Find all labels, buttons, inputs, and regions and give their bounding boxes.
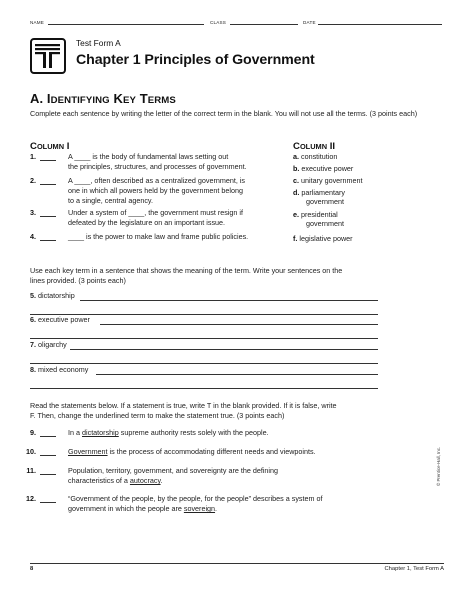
- item-text: [68, 494, 428, 514]
- col-cap: C: [293, 141, 300, 152]
- sentence-item: [30, 340, 67, 350]
- statement-text: is the process of accommodating different needs and viewpoints.: [107, 447, 316, 456]
- term-item: [293, 152, 337, 161]
- test-form-label: Test Form A: [76, 38, 121, 48]
- term-text: parliamentary: [301, 188, 345, 197]
- sentence-item: [30, 365, 88, 375]
- class-label: CLASS: [210, 20, 227, 25]
- answer-line[interactable]: [30, 388, 378, 389]
- key-term: mixed economy: [38, 365, 89, 374]
- term-letter: d.: [293, 188, 300, 197]
- title-cap: K: [113, 91, 123, 106]
- item-number: 10.: [26, 447, 36, 456]
- answer-blank[interactable]: [40, 447, 56, 456]
- statement-text: Population, territory, government, and sovereignty are the defining: [68, 466, 279, 475]
- term-letter: e.: [293, 210, 299, 219]
- copyright-notice: © Prentice-Hall, Inc.: [436, 446, 441, 486]
- item-line: the principles, structures, and processes of government.: [68, 162, 247, 171]
- title-rest: DENTIFYING: [50, 95, 110, 106]
- term-item: [293, 188, 345, 207]
- answer-blank[interactable]: [40, 428, 56, 437]
- item-text: [68, 152, 298, 172]
- item-line: Under a system of ____, the government must resign if: [68, 208, 243, 217]
- date-label: DATE: [303, 20, 316, 25]
- col-rest: OLUMN: [299, 142, 328, 151]
- page-number: 8: [30, 566, 34, 572]
- answer-blank[interactable]: [40, 232, 56, 241]
- item-text: [68, 447, 428, 457]
- item-number: 12.: [26, 494, 36, 503]
- title-rest: ERMS: [147, 95, 176, 106]
- item-line: to a single, central agency.: [68, 196, 153, 205]
- instruction-line: Use each key term in a sentence that shows the meaning of the term. Write your sentences on the: [30, 266, 343, 275]
- answer-line[interactable]: [96, 374, 378, 375]
- item-line: A ____, often described as a centralized government, is: [68, 176, 245, 185]
- date-field[interactable]: [318, 19, 442, 25]
- term-item: [293, 164, 353, 173]
- statement-text: supreme authority rests solely with the people.: [118, 428, 269, 437]
- item-number: 4.: [30, 232, 36, 241]
- page-title: Chapter 1 Principles of Government: [76, 52, 315, 68]
- test-logo-icon: [30, 38, 66, 74]
- answer-line[interactable]: [30, 363, 378, 364]
- answer-blank[interactable]: [40, 208, 56, 217]
- sentences-instructions: [30, 266, 460, 286]
- term-text: government: [306, 219, 344, 229]
- answer-line[interactable]: [30, 338, 378, 339]
- true-false-instructions: [30, 401, 462, 421]
- name-label: NAME: [30, 20, 45, 25]
- term-text: unitary government: [301, 176, 363, 185]
- col-num: I: [64, 141, 70, 152]
- item-number: 3.: [30, 208, 36, 217]
- term-text: constitution: [301, 152, 338, 161]
- item-text: [68, 208, 298, 228]
- underlined-term: Government: [68, 447, 108, 456]
- underlined-term: dictatorship: [82, 428, 119, 437]
- underlined-term: autocracy: [129, 476, 161, 485]
- instruction-line: Read the statements below. If a statement is true, write T in the blank provided. If it is false, write: [30, 401, 337, 410]
- item-number: 7.: [30, 340, 36, 349]
- col-num: II: [327, 141, 336, 152]
- item-line: defeated by the legislature on an important issue.: [68, 218, 226, 227]
- title-cap: T: [139, 91, 148, 106]
- item-number: 8.: [30, 365, 36, 374]
- title-cap: I: [46, 91, 51, 106]
- item-line: one in which all powers held by the government belong: [68, 186, 244, 195]
- key-term: executive power: [38, 315, 90, 324]
- item-line: A ____ is the body of fundamental laws setting out: [68, 152, 229, 161]
- item-number: 1.: [30, 152, 36, 161]
- statement-text: .: [160, 476, 163, 485]
- item-number: 2.: [30, 176, 36, 185]
- answer-blank[interactable]: [40, 152, 56, 161]
- section-a-instructions: Complete each sentence by writing the letter of the correct term in the blank. You will not use all the terms. (3 points each): [30, 109, 418, 118]
- term-text: legislative power: [299, 234, 353, 243]
- answer-blank[interactable]: [40, 494, 56, 503]
- sentence-item: [30, 315, 90, 325]
- sentence-item: [30, 291, 75, 301]
- answer-line[interactable]: [70, 349, 378, 350]
- item-text: [68, 428, 408, 438]
- section-letter: A.: [30, 91, 44, 106]
- footer-rule: [30, 563, 444, 564]
- answer-line[interactable]: [100, 324, 378, 325]
- title-rest: EY: [122, 95, 136, 106]
- statement-text: In a: [68, 428, 82, 437]
- term-letter: a.: [293, 152, 299, 161]
- answer-blank[interactable]: [40, 466, 56, 475]
- term-letter: f.: [293, 234, 298, 243]
- item-number: 9.: [30, 428, 36, 437]
- term-letter: c.: [293, 176, 299, 185]
- key-term: dictatorship: [38, 291, 75, 300]
- answer-blank[interactable]: [40, 176, 56, 185]
- term-item: [293, 176, 363, 185]
- answer-line[interactable]: [80, 300, 378, 301]
- class-field[interactable]: [230, 19, 298, 25]
- item-number: 6.: [30, 315, 36, 324]
- instruction-line: F. Then, change the underlined term to make the statement true. (3 points each): [30, 411, 285, 420]
- item-number: 11.: [26, 466, 36, 475]
- underlined-term: sovereign: [183, 504, 216, 513]
- statement-text: .: [215, 504, 218, 513]
- term-text: government: [306, 197, 344, 207]
- col-cap: C: [30, 141, 37, 152]
- term-item: [293, 210, 344, 229]
- term-letter: b.: [293, 164, 300, 173]
- item-text: [68, 232, 308, 242]
- term-item: [293, 234, 353, 243]
- section-a-title: [30, 91, 176, 106]
- name-field[interactable]: [48, 19, 204, 25]
- item-text: [68, 176, 298, 206]
- term-text: presidential: [301, 210, 338, 219]
- item-line: ____ is the power to make law and frame public policies.: [68, 232, 249, 241]
- item-number: 5.: [30, 291, 36, 300]
- item-text: [68, 466, 408, 486]
- instruction-line: lines provided. (3 points each): [30, 276, 126, 285]
- col-rest: OLUMN: [36, 142, 65, 151]
- statement-text: “Government of the people, by the people, for the people” describes a system of: [68, 494, 323, 503]
- term-text: executive power: [301, 164, 354, 173]
- key-term: oligarchy: [38, 340, 67, 349]
- statement-text: characteristics of a: [68, 476, 130, 485]
- footer-title: Chapter 1, Test Form A: [384, 566, 444, 572]
- statement-text: government in which the people are: [68, 504, 184, 513]
